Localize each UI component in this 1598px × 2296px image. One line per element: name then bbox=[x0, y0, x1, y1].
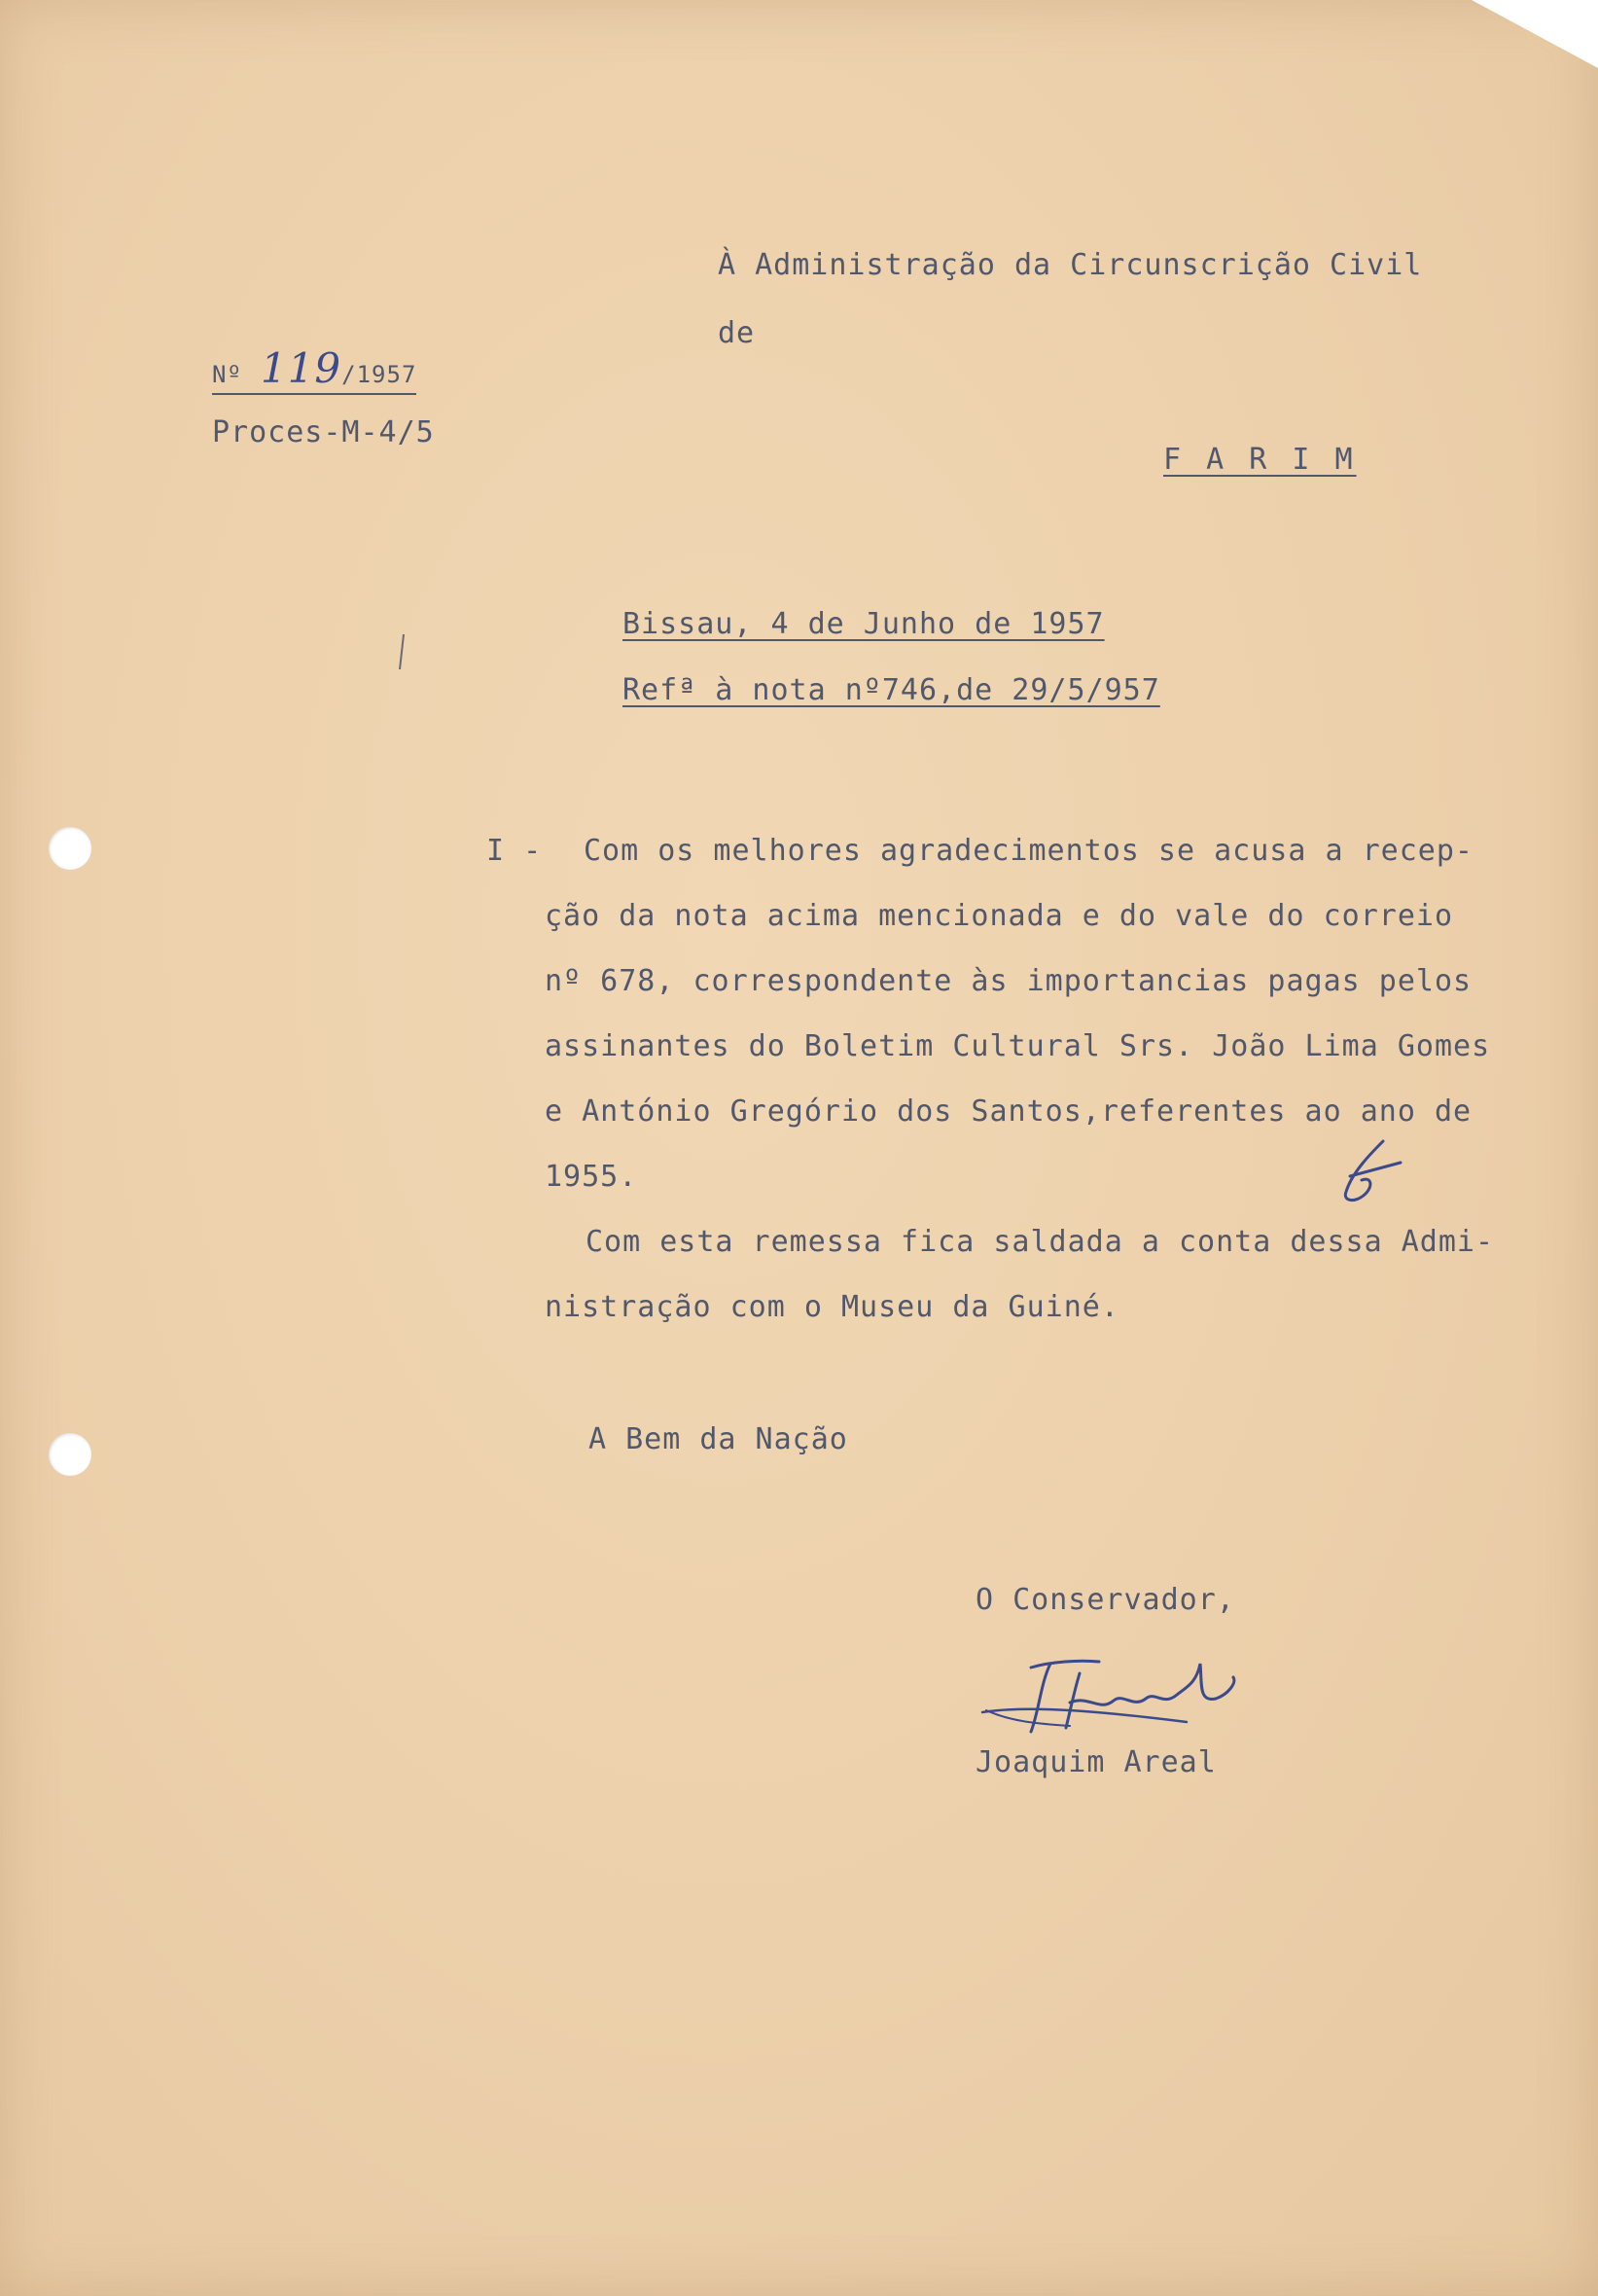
signatory-name: Joaquim Areal bbox=[976, 1745, 1217, 1779]
addressee-line-2: de bbox=[718, 316, 756, 350]
body-line-5: e António Gregório dos Santos,referentes ao ano de bbox=[545, 1094, 1473, 1129]
handwritten-mark-icon bbox=[1332, 1133, 1410, 1211]
body-line-7: Com esta remessa fica saldada a conta dessa Admi- bbox=[586, 1225, 1495, 1259]
reference-number-year: /1957 bbox=[341, 361, 417, 388]
date-line: Bissau, 4 de Junho de 1957 bbox=[622, 607, 1105, 641]
signatory-title: O Conservador, bbox=[976, 1583, 1235, 1617]
reference-number-handwritten: 119 bbox=[260, 344, 342, 392]
body-line-8: nistração com o Museu da Guiné. bbox=[545, 1290, 1119, 1324]
paragraph-marker: I - bbox=[486, 834, 543, 868]
body-line-6: 1955. bbox=[545, 1160, 638, 1194]
addressee-place: F A R I M bbox=[1163, 443, 1357, 477]
ref-note-line: Refª à nota nº746,de 29/5/957 bbox=[622, 673, 1160, 707]
body-line-4: assinantes do Boletim Cultural Srs. João Lima Gomes bbox=[545, 1029, 1491, 1063]
punch-hole-top bbox=[49, 827, 91, 870]
salutation: A Bem da Nação bbox=[588, 1422, 848, 1456]
handwritten-signature-icon bbox=[973, 1644, 1255, 1751]
reference-number-prefix: Nº bbox=[212, 361, 242, 388]
body-line-1: Com os melhores agradecimentos se acusa a recep- bbox=[584, 834, 1474, 868]
body-line-3: nº 678, correspondente às importancias pagas pelos bbox=[545, 964, 1473, 998]
process-reference: Proces-M-4/5 bbox=[212, 415, 435, 449]
punch-hole-bottom bbox=[49, 1433, 91, 1476]
folded-corner bbox=[1472, 0, 1598, 68]
body-line-2: ção da nota acima mencionada e do vale do correio bbox=[545, 899, 1454, 933]
reference-number bbox=[212, 344, 417, 395]
addressee-line-1: À Administração da Circunscrição Civil bbox=[718, 248, 1423, 282]
pencil-stroke-icon bbox=[397, 632, 407, 671]
